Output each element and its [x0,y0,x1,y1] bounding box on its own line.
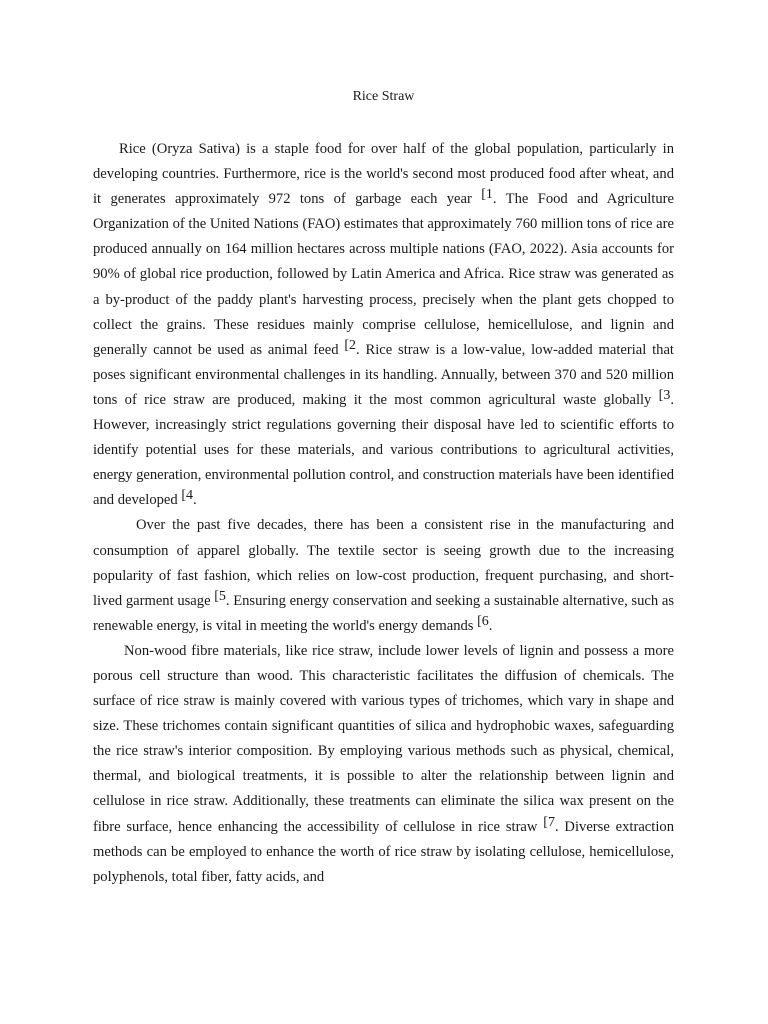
paragraph-text: . Ensuring energy conservation and seeking a sustainable alternative, such as renewable energy, is vital in meeting the world's energy demands [93,592,674,634]
paragraph-text: . However, increasingly strict regulations governing their disposal have led to scientific efforts to identify potential uses for these materials, and various contributions to agricultural activities, energy generation, environmental pollution control, and construction materials have been identified and developed [93,391,674,509]
paragraph-text: Over the past five decades, there has been a consistent rise in the manufacturing and consumption of apparel globally. The textile sector is seeing growth due to the increasing popularity of fast fashion, which relies on low-cost production, frequent purchasing, and short-lived garment usage [93,517,674,609]
paragraph-text: . [193,492,197,509]
paragraph-text: . Rice straw is a low-value, low-added material that poses significant environmental challenges in its handling. Annually, between 370 and 520 million tons of rice straw are produced, making it the most common agricultural waste globally [93,341,674,408]
citation-ref[interactable]: [6 [477,613,489,629]
paragraph-text: . The Food and Agriculture Organization of the United Nations (FAO) estimates that approximately 760 million tons of rice are produced annually on 164 million hectares across multiple nations (FAO, 2022). Asia accounts for 90% of global rice production, followed by Latin America and Africa. Rice straw was generated as a by-product of the paddy plant's harvesting process, precisely when the plant gets chopped to collect the grains. These residues mainly comprise cellulose, hemicellulose, and lignin and generally cannot be used as animal feed [93,191,674,358]
paragraph-3 [93,639,674,890]
paragraph-text: . Diverse extraction methods can be employed to enhance the worth of rice straw by isolating cellulose, hemicellulose, polyphenols, total fiber, fatty acids, and [93,818,674,885]
paragraph-text: Non-wood fibre materials, like rice straw, include lower levels of lignin and possess a more porous cell structure than wood. This characteristic facilitates the diffusion of chemicals. The surface of rice straw is mainly covered with various types of trichomes, which vary in shape and size. These trichomes contain significant quantities of silica and hydrophobic waxes, safeguarding the rice straw's interior composition. By employing various methods such as physical, chemical, thermal, and biological treatments, it is possible to alter the relationship between lignin and cellulose in rice straw. Additionally, these treatments can eliminate the silica wax present on the fibre surface, hence enhancing the accessibility of cellulose in rice straw [93,642,674,835]
citation-ref[interactable]: [3 [658,387,671,403]
citation-ref[interactable]: [2 [344,337,357,353]
document-body [93,137,674,890]
citation-ref[interactable]: [1 [481,187,493,203]
paragraph-text: Rice (Oryza Sativa) is a staple food for over half of the global population, particularly in developing countries. Furthermore, rice is the world's second most produced food after wheat, and it generates approximately 972 tons of garbage each year [93,141,674,208]
paragraph-text: . [488,617,493,634]
paragraph-2 [93,513,674,638]
citation-ref[interactable]: [4 [181,488,194,504]
citation-ref[interactable]: [5 [214,588,226,604]
paragraph-1 [93,137,674,513]
citation-ref[interactable]: [7 [543,814,555,830]
document-title: Rice Straw [352,89,415,104]
